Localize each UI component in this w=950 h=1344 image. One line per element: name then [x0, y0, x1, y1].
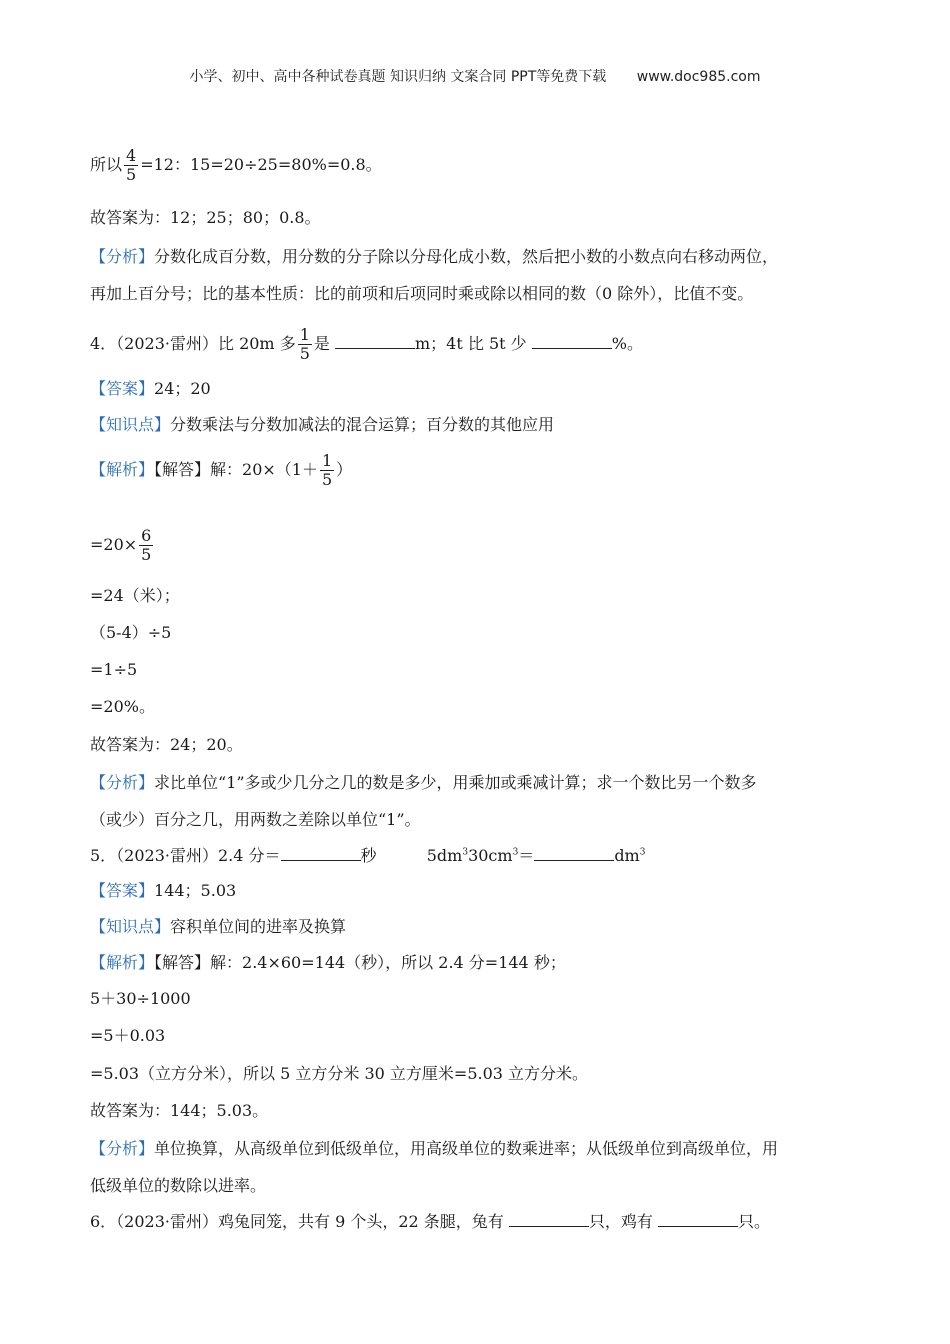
q5-analysis-2: 低级单位的数除以进率。	[90, 1176, 267, 1195]
fraction-numerator: 4	[126, 146, 137, 165]
answer-text: 144；5.03	[154, 881, 237, 900]
question-text: 30cm	[468, 846, 513, 865]
question-5	[90, 844, 645, 867]
question-text: 只。	[738, 1212, 771, 1231]
answer-blank[interactable]	[281, 844, 361, 861]
answer-blank[interactable]	[509, 1210, 589, 1227]
question-text: 只，鸡有	[588, 1212, 653, 1231]
fraction-numerator: 1	[299, 325, 310, 344]
knowledge-tag: 【知识点】	[90, 415, 171, 434]
answer-tag: 【答案】	[90, 881, 155, 900]
question-text: 6．（2023·雷州）鸡兔同笼，共有 9 个头，22 条腿，兔有	[90, 1212, 504, 1231]
q4-final-answer: 故答案为：24；20。	[90, 735, 243, 754]
text: =12：15=20÷25=80%=0.8。	[140, 155, 382, 174]
q4-solution	[90, 452, 352, 489]
q4-step-1	[90, 527, 155, 564]
fraction-numerator: 1	[321, 451, 333, 470]
analysis-text: 单位换算，从高级单位到低级单位，用高级单位的数乘进率；从低级单位到高级单位，用	[154, 1139, 779, 1158]
text: 所以	[90, 155, 123, 174]
question-text: m；4t 比 5t 少	[415, 334, 527, 353]
question-text: %。	[611, 334, 643, 353]
fraction	[298, 326, 312, 363]
knowledge-tag: 【知识点】	[90, 917, 171, 936]
q4-step-4: =1÷5	[90, 660, 138, 679]
question-text: 5．（2023·雷州）2.4 分＝	[90, 846, 281, 865]
header-site-link[interactable]: www.doc985.com	[636, 69, 761, 85]
page-header	[0, 66, 950, 86]
answer-tag: 【答案】	[90, 379, 155, 398]
solution-tag: 【解析】	[90, 953, 155, 972]
q5-knowledge-point	[90, 916, 346, 938]
q4-answer	[90, 378, 211, 400]
solution-text: 【解答】解：2.4×60=144（秒），所以 2.4 分=144 秒；	[154, 953, 566, 972]
q4-analysis-2: （或少）百分之几，用两数之差除以单位“1”。	[90, 810, 421, 829]
answer-blank[interactable]	[532, 332, 612, 349]
solution-text: ）	[336, 460, 353, 479]
question-text: 是	[313, 334, 330, 353]
q5-analysis	[90, 1138, 778, 1160]
fraction	[124, 147, 138, 184]
question-text: 4．（2023·雷州）比 20m 多	[90, 334, 296, 353]
q5-answer	[90, 880, 236, 902]
question-text: ＝	[518, 846, 535, 865]
solution-text: 【解答】解：20×（1＋	[154, 460, 318, 479]
question-6	[90, 1210, 770, 1233]
solution-tag: 【解析】	[90, 460, 155, 479]
header-slogan: 小学、初中、高中各种试卷真题 知识归纳 文案合同 PPT等免费下载	[189, 69, 607, 85]
fraction-denominator: 5	[126, 165, 137, 184]
fraction-denominator: 5	[299, 344, 310, 363]
q5-final-answer: 故答案为：144；5.03。	[90, 1101, 269, 1120]
superscript: 3	[512, 847, 519, 858]
question-4	[90, 326, 643, 363]
fraction-denominator: 5	[321, 470, 333, 489]
superscript: 3	[462, 847, 469, 858]
answer-text: 24；20	[154, 379, 211, 398]
answer-blank[interactable]	[534, 844, 614, 861]
superscript: 3	[639, 847, 646, 858]
question-text: 秒	[360, 846, 377, 865]
fraction	[139, 527, 153, 564]
knowledge-text: 容积单位间的进率及换算	[170, 917, 347, 936]
q4-knowledge-point	[90, 414, 554, 436]
answer-summary: 故答案为：12；25；80；0.8。	[90, 208, 321, 227]
q4-analysis	[90, 772, 757, 794]
question-text: 5dm	[426, 846, 463, 865]
fraction-denominator: 5	[141, 545, 152, 564]
q4-step-3: （5-4）÷5	[90, 623, 172, 642]
analysis-tag: 【分析】	[90, 773, 155, 792]
analysis-tag: 【分析】	[90, 1139, 155, 1158]
question-text: dm	[614, 846, 640, 865]
answer-blank[interactable]	[335, 332, 415, 349]
answer-blank[interactable]	[658, 1210, 738, 1227]
fraction	[320, 452, 334, 489]
knowledge-text: 分数乘法与分数加减法的混合运算；百分数的其他应用	[170, 415, 555, 434]
analysis-line-2: 再加上百分号；比的基本性质：比的前项和后项同时乘或除以相同的数（0 除外），比值不变。	[90, 284, 754, 303]
q4-step-5: =20%。	[90, 697, 155, 716]
q5-step-3: =5.03（立方分米），所以 5 立方分米 30 立方厘米=5.03 立方分米。	[90, 1064, 589, 1083]
q5-step-1: 5＋30÷1000	[90, 989, 191, 1008]
analysis-line	[90, 246, 778, 268]
analysis-text: 分数化成百分数，用分数的分子除以分母化成小数，然后把小数的小数点向右移动两位，	[154, 247, 779, 266]
q5-step-2: =5＋0.03	[90, 1026, 166, 1045]
q4-step-2: =24（米）；	[90, 586, 180, 605]
analysis-text: 求比单位“1”多或少几分之几的数是多少，用乘加或乘减计算；求一个数比另一个数多	[154, 773, 757, 792]
q5-solution	[90, 952, 566, 974]
fraction-numerator: 6	[141, 526, 152, 545]
step-text: =20×	[90, 535, 138, 554]
line-conclusion	[90, 147, 382, 184]
analysis-tag: 【分析】	[90, 247, 155, 266]
